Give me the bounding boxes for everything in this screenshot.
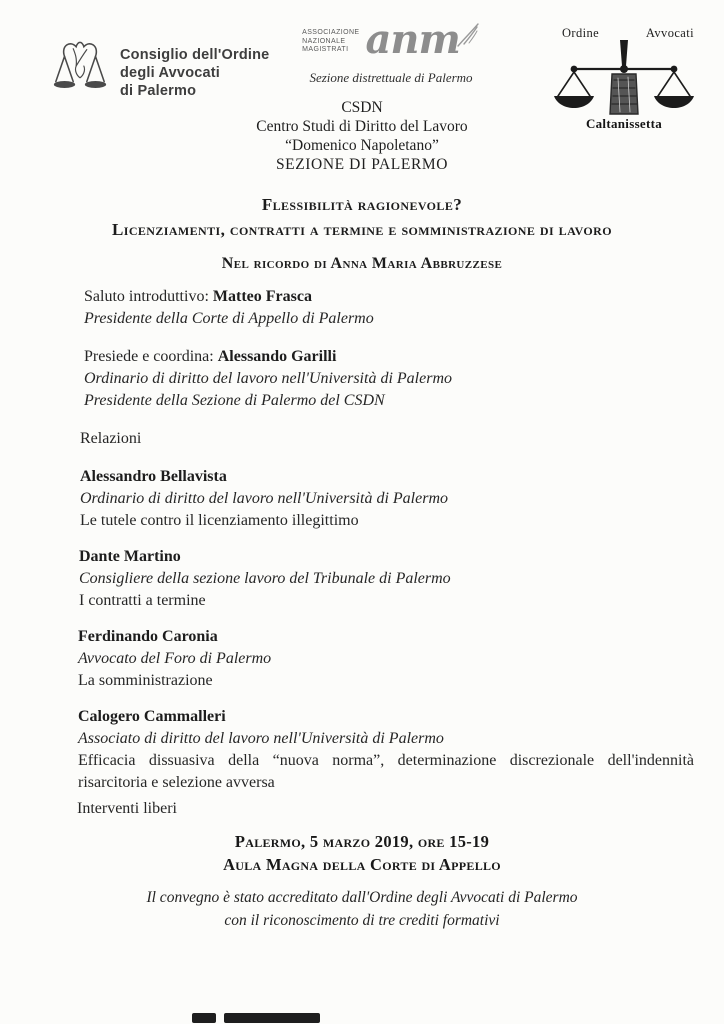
anm-org-name	[302, 29, 359, 55]
accreditation-note	[0, 886, 724, 932]
speaker-block	[78, 626, 271, 692]
chair-role-1: Ordinario di diritto del lavoro nell'Università di Palermo	[84, 370, 452, 387]
organizer-section: SEZIONE DI PALERMO	[275, 156, 449, 173]
anm-logo	[296, 16, 486, 86]
anm-org-line2: NAZIONALE	[302, 37, 346, 45]
scales-eagle-icon	[50, 36, 110, 102]
greeting-label: Saluto introduttivo:	[84, 288, 209, 305]
speaker-topic: I contratti a termine	[79, 592, 206, 609]
coa-line2: degli Avvocati	[120, 65, 221, 81]
chair-line	[84, 346, 452, 368]
speaker-topic: Efficacia dissuasiva della “nuova norma”, determinazione discrezionale dell'indennità risarcitoria e selezione avversa	[78, 752, 694, 791]
organizer-block	[0, 98, 724, 174]
greeting-speaker-name: Matteo Frasca	[212, 288, 312, 305]
speaker-name: Calogero Cammalleri	[78, 708, 226, 725]
greeting-line	[84, 286, 374, 308]
greeting-block	[84, 286, 374, 330]
organizer-name: Centro Studi di Diritto del Lavoro	[256, 118, 468, 135]
speaker-role: Consigliere della sezione lavoro del Tribunale di Palermo	[79, 570, 451, 587]
chair-label: Presiede e coordina:	[84, 348, 214, 365]
speaker-block	[80, 466, 448, 532]
speaker-role: Ordinario di diritto del lavoro nell'Università di Palermo	[80, 490, 448, 507]
speaker-topic: La somministrazione	[78, 672, 213, 689]
title-line2: Licenziamenti, contratti a termine e somministrazione di lavoro	[112, 220, 612, 239]
caltanissetta-word-avvocati: Avvocati	[645, 26, 694, 40]
speaker-block	[79, 546, 451, 612]
scan-artifact-bar	[224, 1013, 320, 1023]
speaker-topic: Le tutele contro il licenziamento illegittimo	[80, 512, 359, 529]
event-when: Palermo, 5 marzo 2019, ore 15-19	[234, 832, 490, 851]
chair-speaker-name: Alessando Garilli	[217, 348, 337, 365]
anm-section-label: Sezione distrettuale di Palermo	[309, 70, 473, 85]
speaker-role: Avvocato del Foro di Palermo	[78, 650, 272, 667]
speaker-name: Dante Martino	[79, 548, 181, 565]
caltanissetta-word-ordine: Ordine	[562, 26, 600, 40]
accreditation-line1: Il convegno è stato accreditato dall'Ordine degli Avvocati di Palermo	[146, 889, 578, 906]
accreditation-line2: con il riconoscimento di tre crediti formativi	[224, 912, 500, 929]
speaker-role: Associato di diritto del lavoro nell'Università di Palermo	[78, 730, 444, 747]
coa-palermo-logo-text	[120, 46, 269, 100]
conference-title	[0, 192, 724, 242]
coa-palermo-logo	[50, 36, 269, 102]
speaker-name: Alessandro Bellavista	[80, 468, 227, 485]
scan-artifact-bar	[192, 1013, 216, 1023]
anm-org-line1: ASSOCIAZIONE	[302, 29, 360, 36]
speaker-name: Ferdinando Caronia	[78, 628, 218, 645]
speaker-block	[78, 706, 694, 794]
event-where: Aula Magna della Corte di Appello	[223, 855, 501, 874]
chair-block	[84, 346, 452, 412]
relazioni-heading: Relazioni	[80, 430, 142, 447]
title-line1: Flessibilità ragionevole?	[261, 195, 463, 214]
caltanissetta-city-label: Caltanissetta	[585, 116, 663, 131]
anm-org-line3: MAGISTRATI	[302, 46, 349, 53]
organizer-dedication-name: “Domenico Napoletano”	[285, 137, 439, 154]
feather-icon	[456, 22, 480, 48]
memorial-line: Nel ricordo di Anna Maria Abbruzzese	[221, 255, 503, 272]
anm-script-wordmark: anm	[365, 16, 460, 63]
event-block	[0, 830, 724, 876]
greeting-speaker-role: Presidente della Corte di Appello di Palermo	[84, 310, 374, 327]
coa-line1: Consiglio dell'Ordine	[120, 47, 270, 63]
coa-line3: di Palermo	[120, 83, 197, 99]
interventi-heading: Interventi liberi	[77, 800, 177, 817]
organizer-acronym: CSDN	[341, 99, 383, 116]
chair-role-2: Presidente della Sezione di Palermo del CSDN	[84, 392, 385, 409]
